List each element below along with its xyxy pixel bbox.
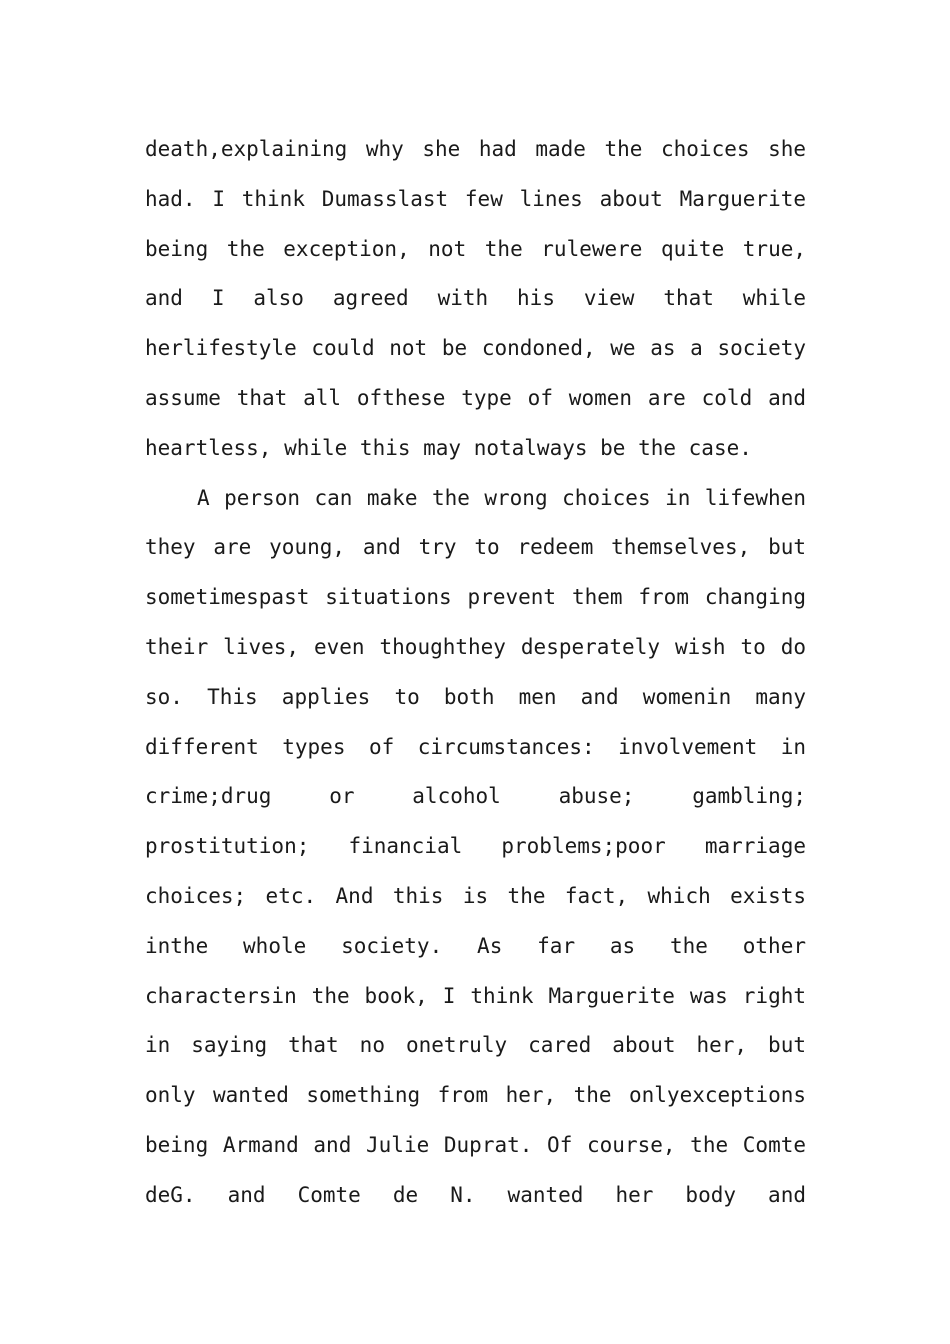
text-line: sometimespast situations prevent them from changing xyxy=(145,585,806,610)
text-line: had. I think Dumasslast few lines about Marguerite xyxy=(145,186,806,211)
text-line: heartless, while this may notalways be the case. xyxy=(145,435,752,460)
text-line: death,explaining why she had made the choices she xyxy=(145,137,806,161)
text-line: they are young, and try to redeem themselves, but xyxy=(145,535,806,560)
text-line: in saying that no onetruly cared about her, but xyxy=(145,1033,806,1058)
text-line: their lives, even thoughthey desperately wish to do xyxy=(145,634,806,659)
text-line: charactersin the book, I think Marguerite was right xyxy=(145,983,806,1008)
text-line: crime;drug or alcohol abuse; gambling; xyxy=(145,784,806,809)
text-line: inthe whole society. As far as the other xyxy=(145,933,806,958)
text-line: being Armand and Julie Duprat. Of course, the Comte xyxy=(145,1132,806,1157)
text-line: being the exception, not the rulewere quite true, xyxy=(145,236,806,261)
body-text xyxy=(145,125,806,1221)
text-line: herlifestyle could not be condoned, we as a society xyxy=(145,336,806,361)
text-line: and I also agreed with his view that while xyxy=(145,286,806,311)
text-line: so. This applies to both men and womenin many xyxy=(145,684,806,709)
text-line: prostitution; financial problems;poor marriage xyxy=(145,834,806,859)
text-line: choices; etc. And this is the fact, which exists xyxy=(145,883,806,908)
text-line: only wanted something from her, the onlyexceptions xyxy=(145,1083,806,1108)
text-line: different types of circumstances: involvement in xyxy=(145,734,806,759)
text-line: A person can make the wrong choices in lifewhen xyxy=(197,485,806,510)
text-line: assume that all ofthese type of women are cold and xyxy=(145,385,806,410)
text-line: deG. and Comte de N. wanted her body and xyxy=(145,1182,806,1207)
